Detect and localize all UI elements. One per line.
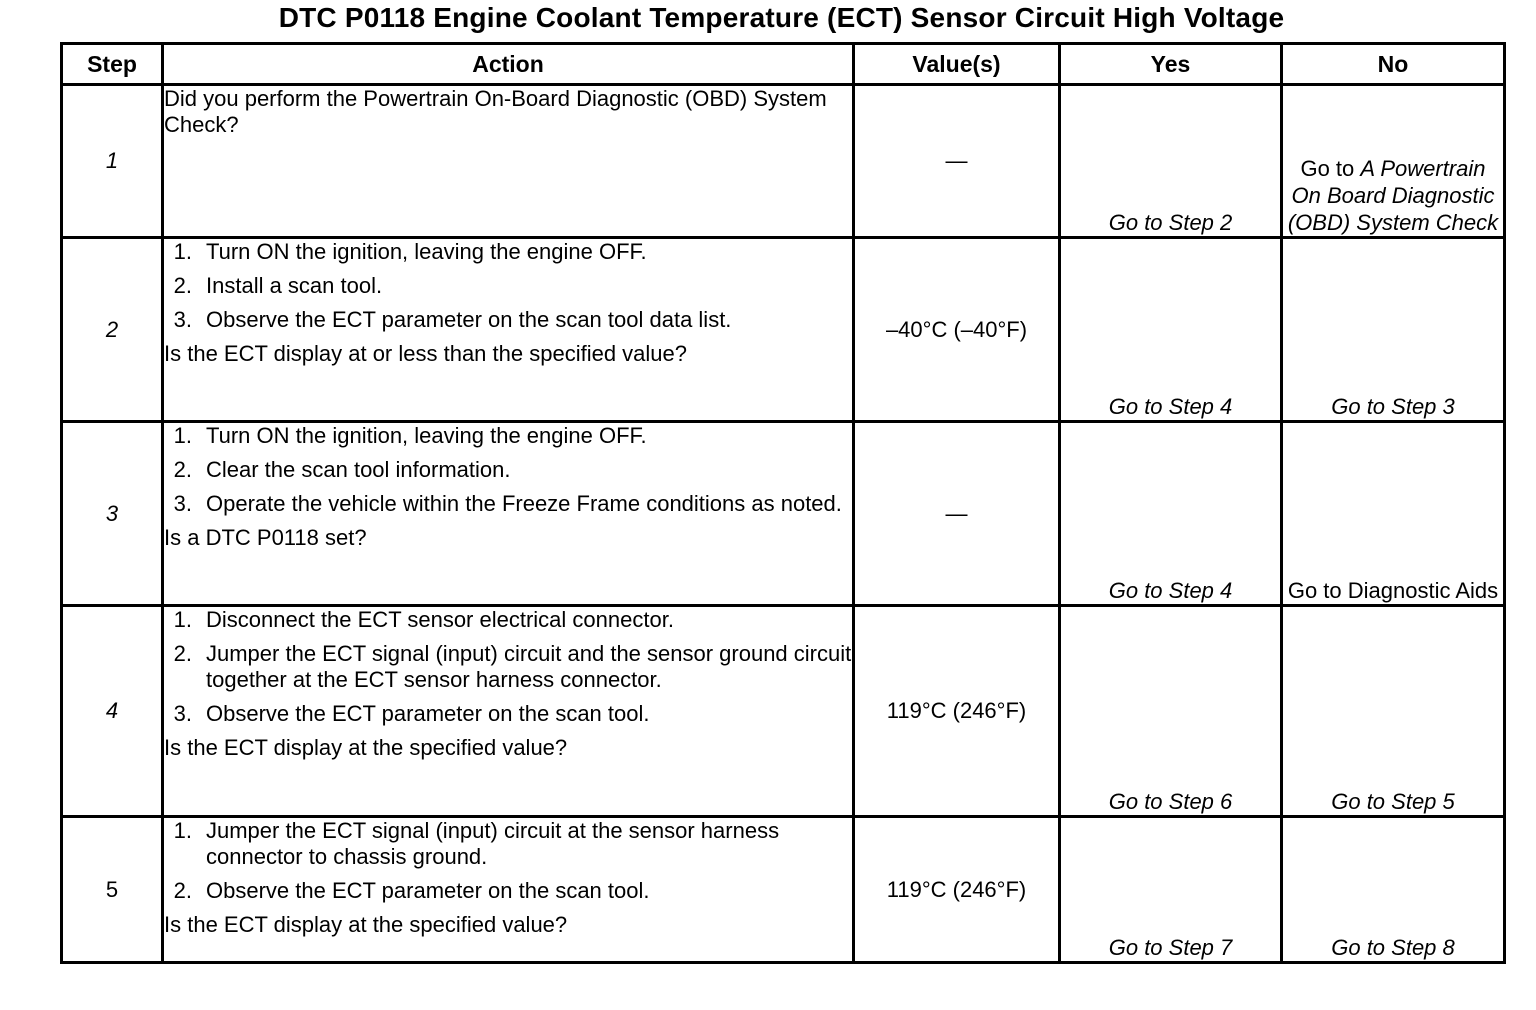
list-item <box>164 641 852 693</box>
step-number: 2 <box>62 238 163 422</box>
action-cell <box>163 422 854 606</box>
table-row <box>62 606 1505 817</box>
item-number: 2. <box>173 878 192 903</box>
list-item <box>164 701 852 727</box>
header-values: Value(s) <box>854 44 1060 85</box>
value-cell: –40°C (–40°F) <box>854 238 1060 422</box>
item-text: Observe the ECT parameter on the scan tool. <box>206 878 650 903</box>
value-cell: — <box>854 85 1060 238</box>
item-text: Install a scan tool. <box>206 273 383 298</box>
list-item <box>164 457 852 483</box>
diagnostic-table <box>60 42 1506 964</box>
value-cell: 119°C (246°F) <box>854 606 1060 817</box>
table-row <box>62 85 1505 238</box>
item-number: 1. <box>173 607 192 632</box>
item-number: 1. <box>173 818 192 843</box>
header-yes: Yes <box>1060 44 1282 85</box>
list-item <box>164 307 852 333</box>
list-item <box>164 818 852 870</box>
item-text: Observe the ECT parameter on the scan tool. <box>206 701 650 726</box>
no-prefix: Go to <box>1300 156 1355 181</box>
step-number: 4 <box>62 606 163 817</box>
action-list <box>164 818 852 904</box>
item-number: 3. <box>173 701 192 726</box>
header-row <box>62 44 1505 85</box>
table-row <box>62 238 1505 422</box>
no-link: A Powertrain On Board Diagnostic (OBD) System Check <box>1287 156 1499 235</box>
yes-cell: Go to Step 4 <box>1060 238 1282 422</box>
list-item <box>164 607 852 633</box>
header-action: Action <box>163 44 854 85</box>
action-cell <box>163 238 854 422</box>
item-number: 1. <box>173 423 192 448</box>
header-step: Step <box>62 44 163 85</box>
item-text: Clear the scan tool information. <box>206 457 511 482</box>
no-cell: Go to Step 5 <box>1282 606 1505 817</box>
action-question: Is the ECT display at or less than the specified value? <box>164 341 687 366</box>
action-question: Is a DTC P0118 set? <box>164 525 367 550</box>
action-list <box>164 239 852 333</box>
yes-cell: Go to Step 2 <box>1060 85 1282 238</box>
step-number: 3 <box>62 422 163 606</box>
item-number: 3. <box>173 307 192 332</box>
step-number: 5 <box>62 817 163 963</box>
item-text: Jumper the ECT signal (input) circuit at the sensor harness connector to chassis ground. <box>206 818 780 869</box>
item-text: Turn ON the ignition, leaving the engine OFF. <box>206 423 647 448</box>
no-cell: Go to Step 8 <box>1282 817 1505 963</box>
action-cell <box>163 85 854 238</box>
item-number: 2. <box>173 457 192 482</box>
action-cell <box>163 606 854 817</box>
list-item <box>164 239 852 265</box>
list-item <box>164 878 852 904</box>
item-number: 3. <box>173 491 192 516</box>
no-cell <box>1282 85 1505 238</box>
action-question: Did you perform the Powertrain On-Board Diagnostic (OBD) System Check? <box>164 86 827 137</box>
yes-cell: Go to Step 6 <box>1060 606 1282 817</box>
item-text: Disconnect the ECT sensor electrical connector. <box>206 607 674 632</box>
yes-cell: Go to Step 7 <box>1060 817 1282 963</box>
item-text: Operate the vehicle within the Freeze Frame conditions as noted. <box>206 491 842 516</box>
item-text: Observe the ECT parameter on the scan tool data list. <box>206 307 732 332</box>
page-title: DTC P0118 Engine Coolant Temperature (ECT) Sensor Circuit High Voltage <box>278 2 1285 33</box>
action-list <box>164 423 852 517</box>
header-no: No <box>1282 44 1505 85</box>
item-text: Jumper the ECT signal (input) circuit and the sensor ground circuit together at the ECT sensor harness connector. <box>206 641 852 692</box>
value-cell: 119°C (246°F) <box>854 817 1060 963</box>
action-list <box>164 607 852 727</box>
no-cell: Go to Diagnostic Aids <box>1282 422 1505 606</box>
action-question: Is the ECT display at the specified value? <box>164 735 568 760</box>
table-row <box>62 422 1505 606</box>
step-number: 1 <box>62 85 163 238</box>
yes-cell: Go to Step 4 <box>1060 422 1282 606</box>
table-row <box>62 817 1505 963</box>
item-text: Turn ON the ignition, leaving the engine OFF. <box>206 239 647 264</box>
list-item <box>164 491 852 517</box>
no-cell: Go to Step 3 <box>1282 238 1505 422</box>
item-number: 2. <box>173 273 192 298</box>
action-question: Is the ECT display at the specified value? <box>164 912 568 937</box>
item-number: 1. <box>173 239 192 264</box>
item-number: 2. <box>173 641 192 666</box>
list-item <box>164 423 852 449</box>
value-cell: — <box>854 422 1060 606</box>
list-item <box>164 273 852 299</box>
action-cell <box>163 817 854 963</box>
